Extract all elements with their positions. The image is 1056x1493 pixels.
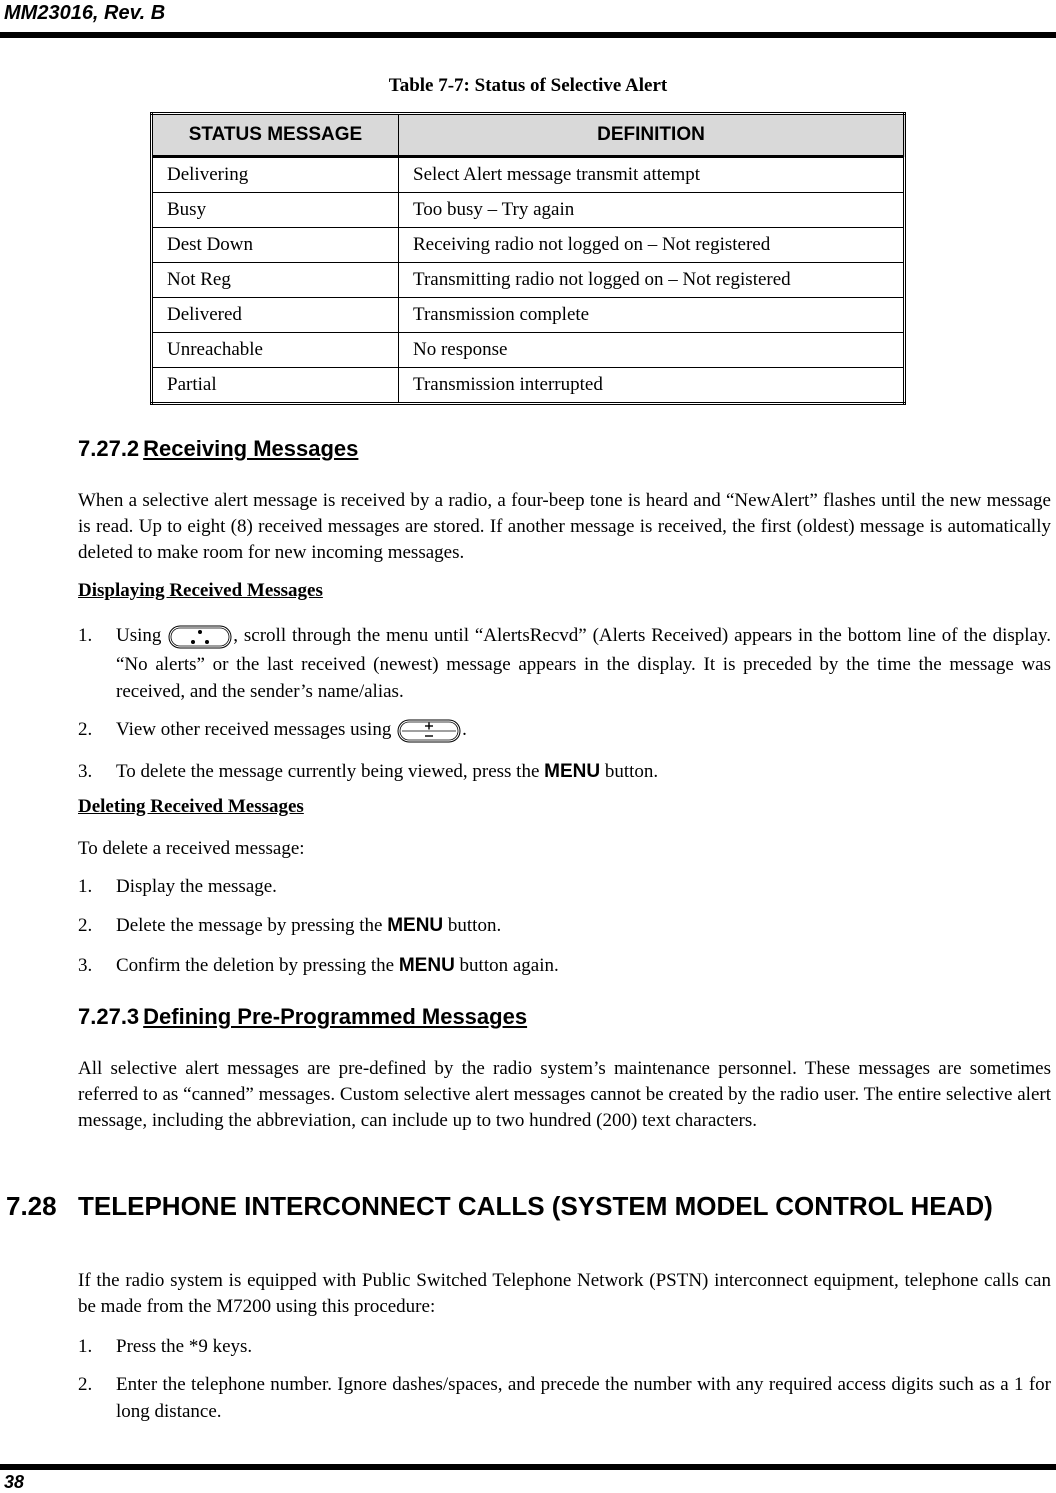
status-cell: Busy — [152, 193, 399, 228]
list-item — [78, 1333, 1051, 1360]
table-row — [152, 368, 905, 404]
definition-cell: Transmission interrupted — [399, 368, 905, 404]
item-text: button. — [604, 761, 659, 782]
column-header-definition: DEFINITION — [399, 114, 905, 157]
status-table — [150, 112, 906, 405]
status-cell: Not Reg — [152, 263, 399, 298]
document-header: MM23016, Rev. B — [4, 2, 166, 24]
item-text: , scroll through the menu until “AlertsRecvd” (Alerts Received) appears in the bottom line of the display. “No alerts” or the last received (newest) message appears in the display. It is preceded by the time the message was received, and the sender’s name/alias. — [116, 625, 1051, 702]
list-item — [78, 1371, 1051, 1425]
item-text: Press the *9 keys. — [116, 1336, 253, 1357]
item-text: Delete the message by pressing the — [116, 915, 383, 936]
heading-telephone-interconnect — [6, 1190, 1046, 1222]
section-number: 7.28 — [6, 1191, 57, 1221]
item-text: Enter the telephone number. Ignore dashes/spaces, and precede the number with any required access digits such as a 1 for long distance. — [116, 1374, 1051, 1422]
section-title: TELEPHONE INTERCONNECT CALLS (SYSTEM MODEL CONTROL HEAD) — [78, 1191, 993, 1221]
definition-cell: Receiving radio not logged on – Not registered — [399, 228, 905, 263]
item-text: Using — [116, 625, 162, 646]
section-title: Receiving Messages — [143, 436, 359, 461]
footer-rule — [0, 1464, 1056, 1470]
item-number: 3. — [78, 955, 93, 976]
table-row — [152, 228, 905, 263]
list-item — [78, 758, 1051, 785]
page-number: 38 — [4, 1472, 25, 1492]
item-number: 3. — [78, 761, 93, 782]
section-title: Defining Pre-Programmed Messages — [143, 1004, 528, 1029]
table-row — [152, 263, 905, 298]
definition-cell: Too busy – Try again — [399, 193, 905, 228]
status-cell: Delivered — [152, 298, 399, 333]
item-number: 1. — [78, 625, 93, 646]
item-text: Display the message. — [116, 876, 277, 897]
status-cell: Dest Down — [152, 228, 399, 263]
header-rule — [0, 32, 1056, 38]
definition-cell: No response — [399, 333, 905, 368]
up-down-key-icon — [397, 717, 461, 745]
item-text: button again. — [459, 955, 559, 976]
telephone-paragraph: If the radio system is equipped with Public Switched Telephone Network (PSTN) interconnect equipment, telephone calls can be made from the M7200 using this procedure: — [78, 1270, 1051, 1317]
status-cell: Delivering — [152, 157, 399, 193]
table-row — [152, 157, 905, 193]
section-number: 7.27.2 — [78, 436, 140, 461]
menu-button-label: MENU — [544, 761, 601, 782]
list-item — [78, 873, 1051, 900]
menu-button-label: MENU — [398, 955, 455, 976]
definition-cell: Transmission complete — [399, 298, 905, 333]
table-caption: Table 7-7: Status of Selective Alert — [388, 75, 668, 96]
item-number: 2. — [78, 915, 93, 936]
item-text: button. — [447, 915, 502, 936]
heading-defining-messages — [78, 1004, 527, 1030]
item-number: 2. — [78, 719, 93, 740]
item-text: To delete the message currently being viewed, press the — [116, 761, 540, 782]
status-cell: Unreachable — [152, 333, 399, 368]
status-cell: Partial — [152, 368, 399, 404]
defining-paragraph: All selective alert messages are pre-defined by the radio system’s maintenance personnel. These messages are sometimes referred to as “canned” messages. Custom selective alert messages cannot be created by the radio user. The entire selective alert message, including the abbreviation, can include up to two hundred (200) text characters. — [78, 1058, 1051, 1131]
definition-cell: Transmitting radio not logged on – Not registered — [399, 263, 905, 298]
item-text: . — [462, 719, 467, 740]
list-item — [78, 622, 1051, 705]
deleting-intro: To delete a received message: — [78, 838, 305, 859]
menu-button-label: MENU — [387, 915, 444, 936]
item-number: 2. — [78, 1374, 93, 1395]
list-item — [78, 912, 1051, 939]
list-item — [78, 716, 1051, 745]
definition-cell: Select Alert message transmit attempt — [399, 157, 905, 193]
receiving-paragraph: When a selective alert message is received by a radio, a four-beep tone is heard and “NewAlert” flashes until the new message is read. Up to eight (8) received messages are stored. If another message is received, the first (oldest) message is automatically deleted to make room for new incoming messages. — [78, 490, 1051, 563]
table-row — [152, 333, 905, 368]
table-row — [152, 193, 905, 228]
table-header-row — [152, 114, 905, 157]
heading-receiving-messages — [78, 436, 358, 462]
list-item — [78, 952, 1051, 979]
deleting-subheading: Deleting Received Messages — [78, 796, 304, 817]
displaying-subheading: Displaying Received Messages — [78, 580, 323, 601]
section-number: 7.27.3 — [78, 1004, 140, 1029]
select-key-icon — [168, 623, 232, 651]
column-header-status: STATUS MESSAGE — [152, 114, 399, 157]
table-row — [152, 298, 905, 333]
item-text: Confirm the deletion by pressing the — [116, 955, 395, 976]
item-text: View other received messages using — [116, 719, 392, 740]
item-number: 1. — [78, 1336, 93, 1357]
item-number: 1. — [78, 876, 93, 897]
